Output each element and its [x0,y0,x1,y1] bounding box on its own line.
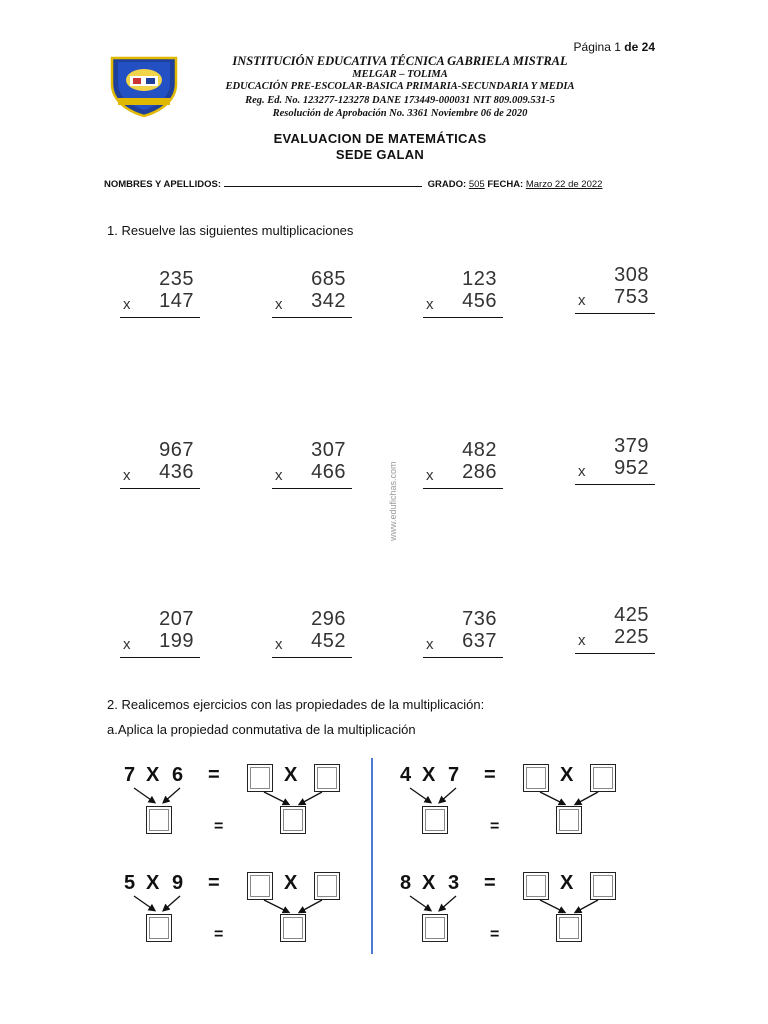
product-box[interactable] [422,806,448,834]
answer-box[interactable] [523,872,549,900]
multiplicand: 296 [311,608,346,630]
result-line [423,488,503,489]
answer-box[interactable] [247,764,273,792]
factor-1: 8 [400,872,412,894]
multiplicand: 482 [462,439,497,461]
equals-sign: = [208,872,220,894]
multiplication-problem [120,268,200,328]
product-box[interactable] [556,806,582,834]
multiplicand: 308 [614,264,649,286]
result-line [272,488,352,489]
equals-sign: = [208,764,220,786]
result-line [575,653,655,654]
multiplicand: 736 [462,608,497,630]
institution-levels: EDUCACIÓN PRE-ESCOLAR-BASICA PRIMARIA-SECUNDARIA Y MEDIA [225,81,575,92]
multiplier: 952 [614,457,649,479]
times-sign: x [123,636,131,653]
times-sign: x [275,636,283,653]
multiplicand: 967 [159,439,194,461]
times-sign: X [146,764,160,786]
multiplier: 436 [159,461,194,483]
date-value: Marzo 22 de 2022 [525,179,603,190]
multiplication-problem [423,608,503,668]
result-line [120,657,200,658]
equals-sign: = [490,818,500,835]
equals-sign: = [490,926,500,943]
commutative-exercise [398,762,658,852]
times-sign: x [123,467,131,484]
multiplication-problem [575,264,655,324]
answer-box[interactable] [247,872,273,900]
question-2a: a.Aplica la propiedad conmutativa de la multiplicación [107,722,416,737]
times-sign: X [284,872,298,894]
factor-1: 5 [124,872,136,894]
commutative-exercise [398,870,658,960]
product-box[interactable] [146,914,172,942]
times-sign: X [422,764,436,786]
multiplier: 753 [614,286,649,308]
question-2: 2. Realicemos ejercicios con las propiedades de la multiplicación: [107,697,485,712]
result-line [423,657,503,658]
multiplicand: 425 [614,604,649,626]
times-sign: X [422,872,436,894]
multiplicand: 235 [159,268,194,290]
multiplication-problem [120,439,200,499]
answer-box[interactable] [314,764,340,792]
multiplication-problem [423,268,503,328]
institution-name: INSTITUCIÓN EDUCATIVA TÉCNICA GABRIELA MISTRAL [232,54,568,68]
times-sign: x [275,296,283,313]
times-sign: x [578,463,586,480]
times-sign: x [426,296,434,313]
result-line [575,484,655,485]
product-box[interactable] [280,914,306,942]
grade-value: 505 [468,179,485,190]
result-line [575,313,655,314]
multiplication-problem [272,608,352,668]
equals-sign: = [484,764,496,786]
multiplier: 225 [614,626,649,648]
commutative-exercise [122,762,382,852]
multiplier: 452 [311,630,346,652]
factor-1: 4 [400,764,412,786]
times-sign: x [123,296,131,313]
multiplier: 456 [462,290,497,312]
commutative-exercise [122,870,382,960]
watermark: www.edufichas.com [388,461,398,541]
student-info-line: NOMBRES Y APELLIDOS: GRADO: 505 FECHA: Marzo 22 de 2022 [104,179,603,190]
exam-subtitle: SEDE GALAN [335,147,425,162]
times-sign: x [578,632,586,649]
answer-box[interactable] [523,764,549,792]
times-sign: X [284,764,298,786]
multiplier: 199 [159,630,194,652]
question-1: 1. Resuelve las siguientes multiplicaciones [107,223,354,238]
institution-registration: Reg. Ed. No. 123277-123278 DANE 173449-000031 NIT 809.009.531-5 [245,95,555,106]
multiplication-problem [272,439,352,499]
answer-box[interactable] [590,872,616,900]
equals-sign: = [214,818,224,835]
factor-2: 3 [448,872,460,894]
times-sign: X [146,872,160,894]
multiplicand: 307 [311,439,346,461]
result-line [272,657,352,658]
product-box[interactable] [146,806,172,834]
multiplication-problem [575,604,655,664]
product-box[interactable] [556,914,582,942]
multiplicand: 123 [462,268,497,290]
product-box[interactable] [422,914,448,942]
institution-city: MELGAR – TOLIMA [352,69,448,80]
multiplicand: 685 [311,268,346,290]
page-number: Página 1 de 24 [573,40,655,54]
factor-2: 6 [172,764,184,786]
result-line [120,317,200,318]
multiplication-problem [423,439,503,499]
equals-sign: = [484,872,496,894]
times-sign: x [275,467,283,484]
factor-2: 7 [448,764,460,786]
equals-sign: = [214,926,224,943]
result-line [272,317,352,318]
times-sign: X [560,872,574,894]
answer-box[interactable] [590,764,616,792]
multiplier: 342 [311,290,346,312]
product-box[interactable] [280,806,306,834]
institution-resolution: Resolución de Aprobación No. 3361 Noviembre 06 de 2020 [272,108,528,119]
multiplication-problem [272,268,352,328]
multiplier: 637 [462,630,497,652]
multiplier: 466 [311,461,346,483]
factor-2: 9 [172,872,184,894]
result-line [120,488,200,489]
name-blank[interactable] [224,177,422,187]
result-line [423,317,503,318]
multiplication-problem [575,435,655,495]
times-sign: x [426,636,434,653]
times-sign: x [578,292,586,309]
answer-box[interactable] [314,872,340,900]
multiplier: 147 [159,290,194,312]
times-sign: X [560,764,574,786]
exam-title: EVALUACION DE MATEMÁTICAS [273,131,487,146]
multiplier: 286 [462,461,497,483]
times-sign: x [426,467,434,484]
multiplicand: 207 [159,608,194,630]
multiplication-problem [120,608,200,668]
factor-1: 7 [124,764,136,786]
multiplicand: 379 [614,435,649,457]
